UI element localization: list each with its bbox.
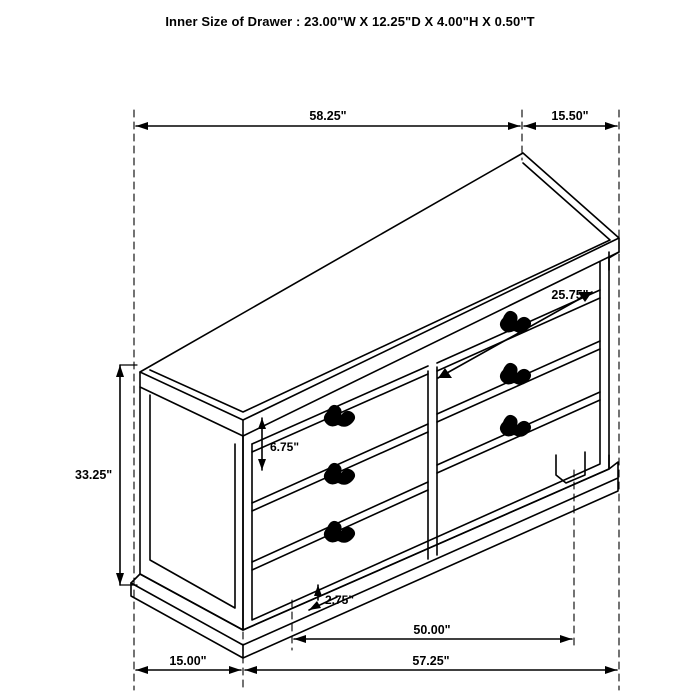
handle-left-bottom [324, 521, 355, 543]
label-overall-height: 33.25" [75, 468, 113, 482]
handle-right-top [500, 311, 531, 333]
label-top-width: 58.25" [309, 109, 347, 123]
page-title: Inner Size of Drawer : 23.00"W X 12.25"D X 4.00"H X 0.50"T [165, 14, 535, 29]
label-drawer-height: 6.75" [270, 440, 300, 454]
label-drawer-diagonal: 25.75" [551, 288, 589, 302]
drawer-divider [428, 367, 437, 559]
label-base-front: 2.75" [325, 593, 355, 607]
handle-right-middle [500, 363, 531, 385]
dresser-base [131, 455, 618, 658]
dim-top-right-depth [524, 122, 617, 130]
base-foot-right [556, 452, 585, 483]
label-base-width: 50.00" [413, 623, 451, 637]
dim-top-width [136, 122, 520, 130]
extension-lines [134, 110, 619, 690]
handle-right-bottom [500, 415, 531, 437]
dresser-left-side-panel [140, 387, 243, 630]
label-side-depth: 15.00" [169, 654, 207, 668]
label-bottom-width: 57.25" [412, 654, 450, 668]
label-top-right-depth: 15.50" [551, 109, 589, 123]
